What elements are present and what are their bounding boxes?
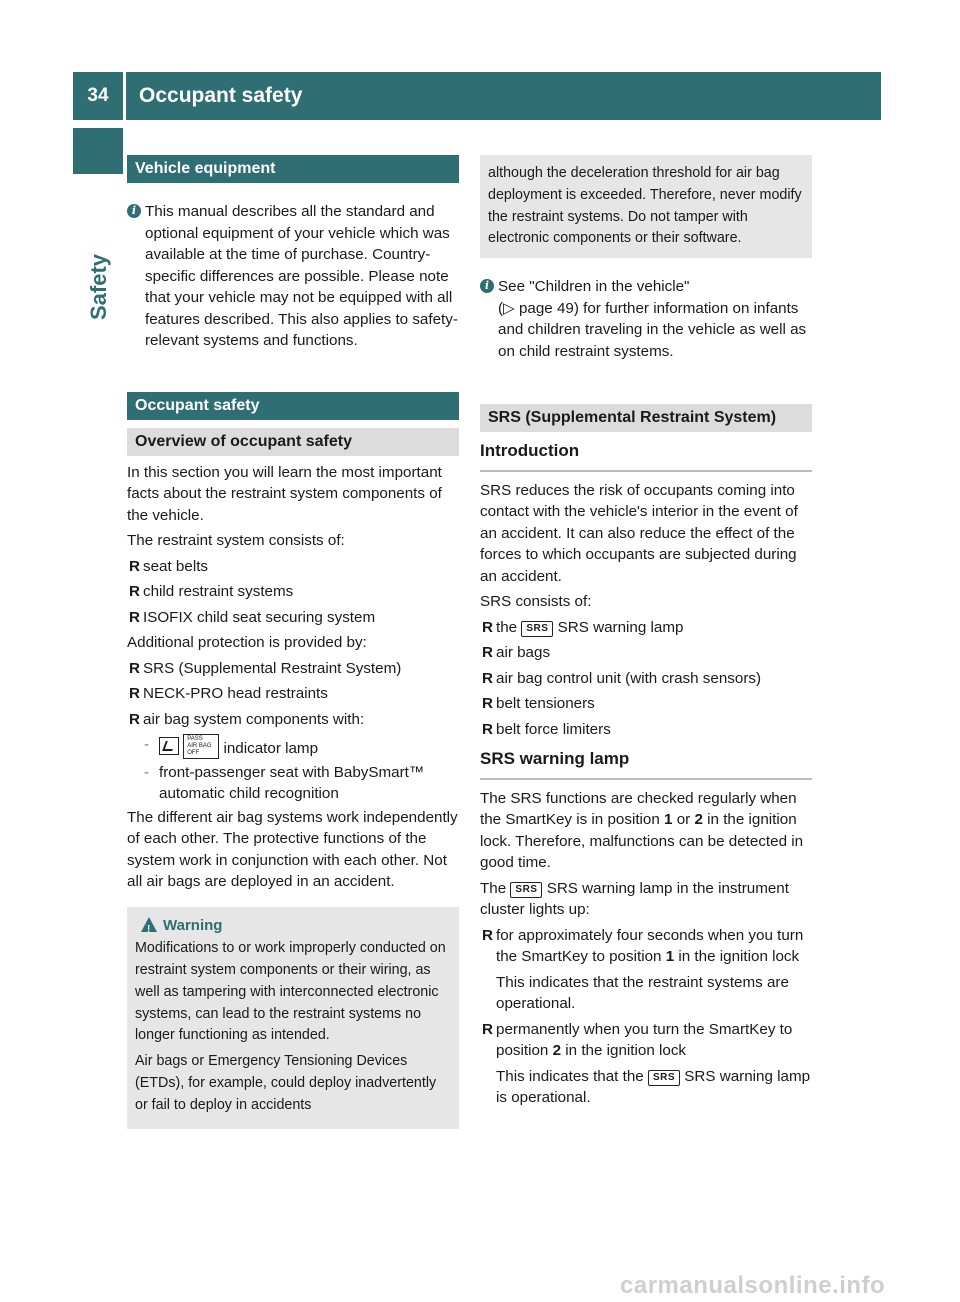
restraint-list xyxy=(127,556,459,629)
children-note xyxy=(480,276,812,362)
srs-list xyxy=(480,617,812,741)
vehicle-equipment-text: This manual describes all the standard and optional equipment of your vehicle which was available at the time of purchase. Country-specific differences are possible. Please note that your vehicle may not be equipped with all features described. This also applies to safety-relevant systems and functions. xyxy=(145,203,458,349)
list-item: R belt tensioners xyxy=(482,695,595,713)
list-item: R seat belts xyxy=(129,557,209,575)
children-note-line1: See "Children in the vehicle" xyxy=(498,278,690,296)
list-item: R air bag system components with: xyxy=(129,710,365,728)
list-item: - front-passenger seat with BabySmart™ automatic child recognition xyxy=(144,763,425,802)
list-item: R permanently when you turn the SmartKey to position 2 in the ignition lock This indicates that the SRS SRS warning lamp is operational. xyxy=(482,1020,811,1107)
protection-list xyxy=(127,658,459,731)
warning-box xyxy=(127,907,459,1129)
list-item: R air bag control unit (with crash sensors) xyxy=(482,669,762,687)
side-label: Safety xyxy=(86,253,111,320)
list-item: R air bags xyxy=(482,644,551,662)
list-item: - PASS AIR BAG OFF indicator lamp xyxy=(144,736,319,757)
list-item: R the SRS SRS warning lamp xyxy=(482,618,684,636)
list-item: R SRS (Supplemental Restraint System) xyxy=(129,659,402,677)
watermark: carmanualsonline.info xyxy=(620,1272,886,1299)
airbag-sublist xyxy=(127,734,459,805)
srs-heading: SRS (Supplemental Restraint System) xyxy=(480,404,812,432)
left-column xyxy=(127,155,459,1129)
warning-title: !Warning xyxy=(135,915,451,937)
info-icon: i xyxy=(127,204,141,218)
overview-paragraph: In this section you will learn the most important facts about the restraint system components of the vehicle. xyxy=(127,463,442,524)
overview-heading: Overview of occupant safety xyxy=(127,428,459,456)
right-column xyxy=(480,155,812,1113)
list-item: R NECK-PRO head restraints xyxy=(129,685,328,702)
list-item: R ISOFIX child seat securing system xyxy=(129,608,376,626)
srs-lamp-lights: The SRS SRS warning lamp in the instrument cluster lights up: xyxy=(480,879,789,919)
srs-consists: SRS consists of: xyxy=(480,593,592,611)
srs-lamp-heading: SRS warning lamp xyxy=(480,748,812,780)
list-item: R belt force limiters xyxy=(482,720,611,738)
srs-icon: SRS xyxy=(648,1070,680,1086)
warning-text: Modifications to or work improperly conducted on restraint system components or their wiring, as well as tampering with interconnected electronic systems, can lead to the restraint systems no longer functioning as intended. xyxy=(135,940,446,1044)
srs-icon: SRS xyxy=(510,882,542,898)
header-divider xyxy=(123,72,126,120)
seat-airbag-icon xyxy=(159,737,179,755)
warning-continuation-box xyxy=(480,155,812,258)
restraint-consists: The restraint system consists of: xyxy=(127,532,345,549)
srs-lamp-paragraph: The SRS functions are checked regularly when the SmartKey is in position 1 or 2 in the ignition lock. Therefore, malfunctions can be detected in good time. xyxy=(480,789,804,872)
list-item: R for approximately four seconds when you turn the SmartKey to position 1 in the ignition lock This indicates that the restraint systems are operational. xyxy=(482,926,804,1013)
info-icon: i xyxy=(480,279,494,293)
introduction-paragraph: SRS reduces the risk of occupants coming into contact with the vehicle's interior in the event of an accident. It can also reduce the effect of the forces to which occupants are subjected during an accident. xyxy=(480,481,798,585)
occupant-safety-heading: Occupant safety xyxy=(127,392,459,420)
warning-icon xyxy=(141,917,157,932)
page-title: Occupant safety xyxy=(139,84,303,107)
srs-icon: SRS xyxy=(521,621,553,637)
vehicle-equipment-heading: Vehicle equipment xyxy=(127,155,459,183)
list-item: R child restraint systems xyxy=(129,583,294,600)
lamp-list xyxy=(480,925,812,1109)
vehicle-equipment-note xyxy=(127,201,459,352)
page-number: 34 xyxy=(87,85,109,106)
airbag-paragraph: The different air bag systems work independently of each other. The protective functions of the system work in conjunction with each other. Not all air bags are deployed in an accident. xyxy=(127,808,458,890)
introduction-heading: Introduction xyxy=(480,440,812,472)
page-reference-link[interactable]: (▷ page 49) for further information on infants and children traveling in the vehicle as well as on child restraint systems. xyxy=(498,299,807,360)
pass-airbag-off-icon: PASS AIR BAG OFF xyxy=(183,734,219,759)
side-tab xyxy=(73,128,123,174)
additional-protection: Additional protection is provided by: xyxy=(127,634,367,651)
warning-text: Air bags or Emergency Tensioning Devices (ETDs), for example, could deploy inadvertently or fail to deploy in accidents xyxy=(135,1053,437,1113)
warning-continuation-text: although the deceleration threshold for air bag deployment is exceeded. Therefore, never modify the restraint systems. Do not tamper with electronic components or their software. xyxy=(488,165,802,247)
